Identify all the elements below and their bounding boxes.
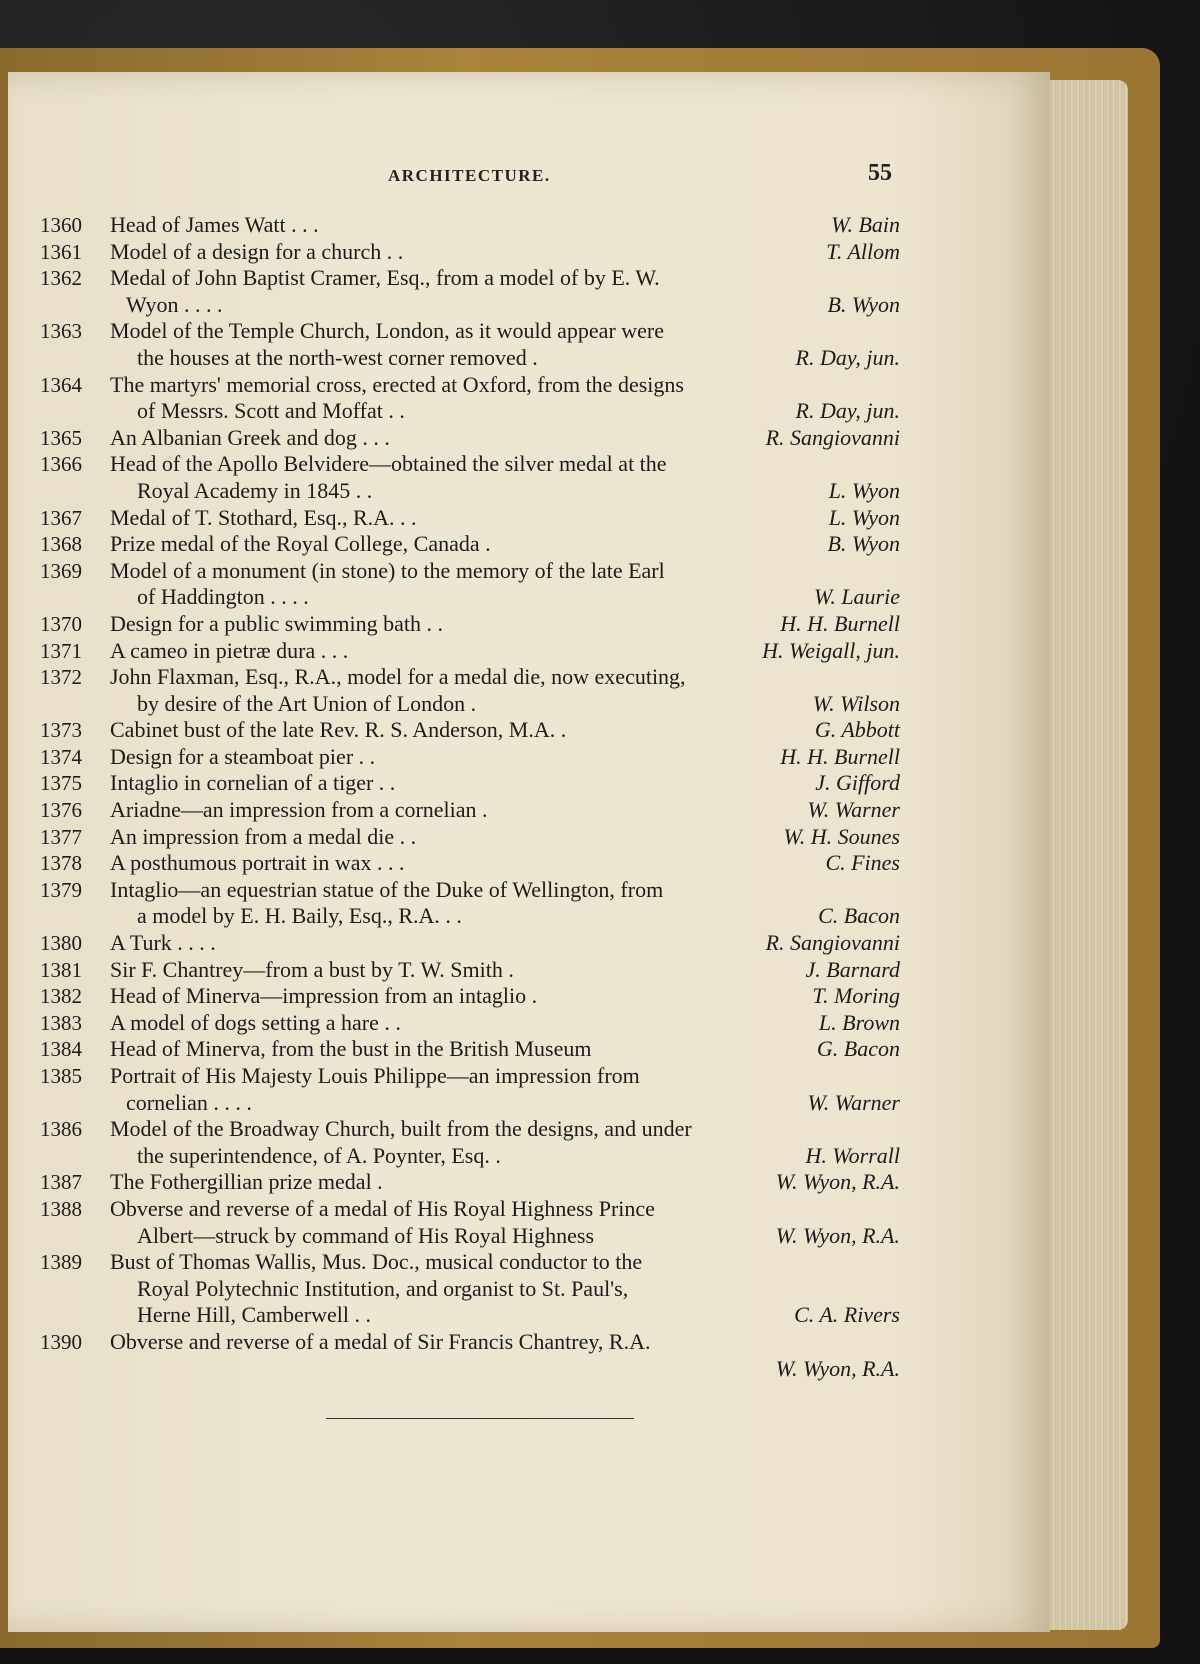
catalogue-entry [40, 983, 900, 1010]
catalogue-entry [40, 638, 900, 665]
catalogue-entry [40, 1249, 900, 1329]
entry-number: 1372 [40, 665, 82, 690]
entry-artist: T. Moring [812, 983, 900, 1009]
entry-number: 1361 [40, 239, 82, 264]
entry-number: 1362 [40, 266, 82, 291]
entry-line [40, 1169, 900, 1196]
entry-line [40, 505, 900, 532]
entry-artist: G. Abbott [814, 717, 900, 743]
entry-artist: C. Bacon [818, 903, 900, 929]
entry-line [40, 212, 900, 239]
entry-line [40, 1356, 900, 1383]
catalogue-entry [40, 664, 900, 717]
catalogue-entry [40, 425, 900, 452]
catalogue-entry [40, 531, 900, 558]
entry-number: 1376 [40, 798, 82, 823]
catalogue-entry [40, 717, 900, 744]
entry-line [40, 1090, 900, 1117]
entry-number: 1390 [40, 1329, 82, 1354]
entry-line [40, 717, 900, 744]
entry-artist: H. Worrall [805, 1142, 900, 1168]
catalogue-entry [40, 451, 900, 504]
entry-line [40, 398, 900, 425]
entry-line [40, 770, 900, 797]
entry-artist: J. Gifford [815, 770, 900, 796]
entry-description: the superintendence, of A. Poynter, Esq. . [137, 1142, 501, 1168]
entry-description: A cameo in pietræ dura . . . [110, 637, 349, 663]
entry-line [40, 1116, 900, 1143]
entry-description: An impression from a medal die . . [110, 823, 417, 849]
entry-description: Intaglio in cornelian of a tiger . . [110, 770, 396, 796]
entry-line [40, 292, 900, 319]
catalogue-entry [40, 1329, 900, 1382]
entry-description: Sir F. Chantrey—from a bust by T. W. Smith . [110, 956, 514, 982]
entry-number: 1380 [40, 931, 82, 956]
entry-line [40, 239, 900, 266]
entry-description: Head of James Watt . . . [110, 212, 319, 237]
entry-line [40, 1143, 900, 1170]
entry-artist: R. Day, jun. [795, 344, 900, 370]
entry-number: 1371 [40, 638, 82, 663]
entry-number: 1373 [40, 718, 82, 743]
entry-artist: R. Sangiovanni [765, 930, 900, 956]
entry-number: 1369 [40, 558, 82, 583]
entry-description: the houses at the north-west corner removed . [137, 344, 538, 370]
catalogue-entry [40, 797, 900, 824]
entry-line [40, 451, 900, 478]
entry-description: Albert—struck by command of His Royal Highness [137, 1222, 595, 1248]
entry-number: 1375 [40, 771, 82, 796]
entry-description: Herne Hill, Camberwell . . [137, 1302, 371, 1328]
entry-artist: H. Weigall, jun. [762, 637, 900, 663]
catalogue-entry [40, 318, 900, 371]
entry-description: Bust of Thomas Wallis, Mus. Doc., musical conductor to the [110, 1249, 643, 1275]
entry-line [40, 1223, 900, 1250]
entry-artist: B. Wyon [827, 291, 900, 317]
entry-description: Design for a steamboat pier . . [110, 743, 376, 769]
entry-description: The Fothergillian prize medal . [110, 1169, 383, 1195]
entry-description: Head of Minerva—impression from an intaglio . [110, 983, 538, 1009]
entry-description: Model of the Broadway Church, built from the designs, and under [110, 1116, 692, 1142]
entry-description: Model of a monument (in stone) to the memory of the late Earl [110, 557, 665, 583]
catalogue-entry [40, 1063, 900, 1116]
entry-description: Ariadne—an impression from a cornelian . [110, 797, 488, 823]
entry-number: 1385 [40, 1064, 82, 1088]
entry-line [40, 850, 900, 877]
catalogue-entry [40, 850, 900, 877]
entry-line [40, 425, 900, 452]
entry-number: 1360 [40, 213, 82, 237]
entry-description: Obverse and reverse of a medal of His Royal Highness Prince [110, 1195, 655, 1221]
entry-artist: C. Fines [825, 850, 900, 876]
entry-number: 1366 [40, 452, 82, 477]
entry-description: An Albanian Greek and dog . . . [110, 424, 390, 450]
entry-number: 1379 [40, 877, 82, 902]
entry-description: cornelian . . . . [126, 1089, 252, 1115]
entry-description: a model by E. H. Baily, Esq., R.A. . . [137, 903, 462, 929]
catalogue-entry [40, 877, 900, 930]
entry-artist: C. A. Rivers [794, 1302, 900, 1328]
page-number: 55 [868, 160, 892, 186]
entry-description: Head of the Apollo Belvidere—obtained the silver medal at the [110, 451, 667, 477]
entry-artist: W. Bain [831, 212, 900, 237]
entry-description: Royal Polytechnic Institution, and organist to St. Paul's, [137, 1275, 629, 1301]
entry-artist: T. Allom [826, 238, 900, 264]
catalogue-entry [40, 957, 900, 984]
catalogue-entry [40, 1196, 900, 1249]
entry-artist: R. Sangiovanni [765, 424, 900, 450]
entry-artist: H. H. Burnell [780, 743, 900, 769]
catalogue-entry [40, 239, 900, 266]
entry-line [40, 372, 900, 399]
closing-rule [326, 1418, 634, 1419]
catalogue-entry [40, 744, 900, 771]
entry-line [40, 691, 900, 718]
entry-line [40, 1010, 900, 1037]
entry-number: 1389 [40, 1250, 82, 1275]
entry-line [40, 558, 900, 585]
entry-line [40, 664, 900, 691]
entry-description: Cabinet bust of the late Rev. R. S. Anderson, M.A. . [110, 717, 567, 743]
entry-artist: W. Warner [807, 797, 900, 823]
entry-number: 1378 [40, 851, 82, 876]
entry-description: by desire of the Art Union of London . [137, 690, 477, 716]
entry-number: 1364 [40, 372, 82, 397]
entry-line [40, 1329, 900, 1356]
catalogue-entry [40, 372, 900, 425]
entry-artist: W. Warner [807, 1089, 900, 1115]
entry-description: A posthumous portrait in wax . . . [110, 850, 405, 876]
entry-artist: R. Day, jun. [795, 398, 900, 424]
entry-line [40, 345, 900, 372]
entry-line [40, 983, 900, 1010]
entry-number: 1386 [40, 1117, 82, 1142]
entry-line [40, 957, 900, 984]
entry-description: of Messrs. Scott and Moffat . . [137, 398, 405, 424]
entry-line [40, 611, 900, 638]
entry-artist: W. Wyon, R.A. [775, 1355, 900, 1381]
entry-number: 1384 [40, 1037, 82, 1062]
entry-number: 1365 [40, 425, 82, 450]
entry-line [40, 797, 900, 824]
page-edges [1050, 80, 1128, 1630]
catalogue-entry [40, 558, 900, 611]
entry-description: Design for a public swimming bath . . [110, 610, 444, 636]
entry-description: Obverse and reverse of a medal of Sir Francis Chantrey, R.A. [110, 1328, 651, 1354]
entry-artist: W. H. Sounes [783, 823, 900, 849]
entry-artist: W. Wyon, R.A. [775, 1169, 900, 1195]
catalogue-entry [40, 212, 900, 239]
entry-description: Medal of T. Stothard, Esq., R.A. . . [110, 504, 417, 530]
entry-description: Portrait of His Majesty Louis Philippe—an impression from [110, 1063, 640, 1088]
entry-line [40, 930, 900, 957]
entry-description: A model of dogs setting a hare . . [110, 1009, 401, 1035]
catalogue-entry [40, 611, 900, 638]
catalogue-entry [40, 1036, 900, 1063]
entry-line [40, 531, 900, 558]
entry-line [40, 1302, 900, 1329]
entry-description: of Haddington . . . . [137, 584, 309, 610]
entry-artist: W. Laurie [814, 584, 900, 610]
catalogue-entry [40, 1010, 900, 1037]
entry-artist: W. Wyon, R.A. [775, 1222, 900, 1248]
entry-artist: B. Wyon [827, 531, 900, 557]
entry-line [40, 824, 900, 851]
entry-line [40, 903, 900, 930]
entry-line [40, 877, 900, 904]
entry-description: Prize medal of the Royal College, Canada . [110, 531, 491, 557]
entry-line [40, 318, 900, 345]
entry-number: 1377 [40, 824, 82, 849]
entry-artist: W. Wilson [812, 690, 900, 716]
catalogue-entry [40, 505, 900, 532]
entry-number: 1363 [40, 319, 82, 344]
entry-number: 1383 [40, 1010, 82, 1035]
entry-description: The martyrs' memorial cross, erected at Oxford, from the designs [110, 371, 684, 397]
entry-description: A Turk . . . . [110, 930, 216, 956]
entry-number: 1367 [40, 505, 82, 530]
entry-line [40, 1249, 900, 1276]
entry-number: 1387 [40, 1170, 82, 1195]
entry-number: 1368 [40, 532, 82, 557]
entry-artist: G. Bacon [816, 1036, 900, 1062]
entry-artist: L. Wyon [828, 504, 900, 530]
entry-line [40, 1196, 900, 1223]
catalogue-entries [40, 212, 900, 1382]
entry-line [40, 1036, 900, 1063]
entry-number: 1381 [40, 957, 82, 982]
running-head: ARCHITECTURE. [388, 166, 551, 185]
entry-description: Wyon . . . . [126, 291, 223, 317]
entry-description: Royal Academy in 1845 . . [137, 477, 373, 503]
entry-number: 1374 [40, 744, 82, 769]
entry-line [40, 744, 900, 771]
entry-description: Medal of John Baptist Cramer, Esq., from a model of by E. W. [110, 265, 660, 291]
entry-artist: L. Brown [818, 1009, 900, 1035]
catalogue-entry [40, 1169, 900, 1196]
page-header [0, 160, 1200, 200]
entry-description: Head of Minerva, from the bust in the British Museum [110, 1036, 592, 1062]
entry-line [40, 638, 900, 665]
entry-description: Intaglio—an equestrian statue of the Duke of Wellington, from [110, 876, 664, 902]
entry-number: 1370 [40, 611, 82, 636]
entry-line [40, 1063, 900, 1090]
entry-number: 1388 [40, 1196, 82, 1221]
entry-artist: L. Wyon [828, 477, 900, 503]
entry-description: Model of the Temple Church, London, as it would appear were [110, 318, 665, 344]
entry-artist: H. H. Burnell [780, 610, 900, 636]
entry-description: Model of a design for a church . . [110, 238, 404, 264]
entry-line [40, 265, 900, 292]
entry-number: 1382 [40, 984, 82, 1009]
catalogue-entry [40, 824, 900, 851]
catalogue-entry [40, 265, 900, 318]
catalogue-entry [40, 1116, 900, 1169]
entry-artist: J. Barnard [805, 956, 900, 982]
entry-line [40, 584, 900, 611]
catalogue-entry [40, 930, 900, 957]
entry-description: John Flaxman, Esq., R.A., model for a medal die, now executing, [110, 664, 686, 690]
entry-line [40, 478, 900, 505]
catalogue-entry [40, 770, 900, 797]
entry-line [40, 1276, 900, 1303]
